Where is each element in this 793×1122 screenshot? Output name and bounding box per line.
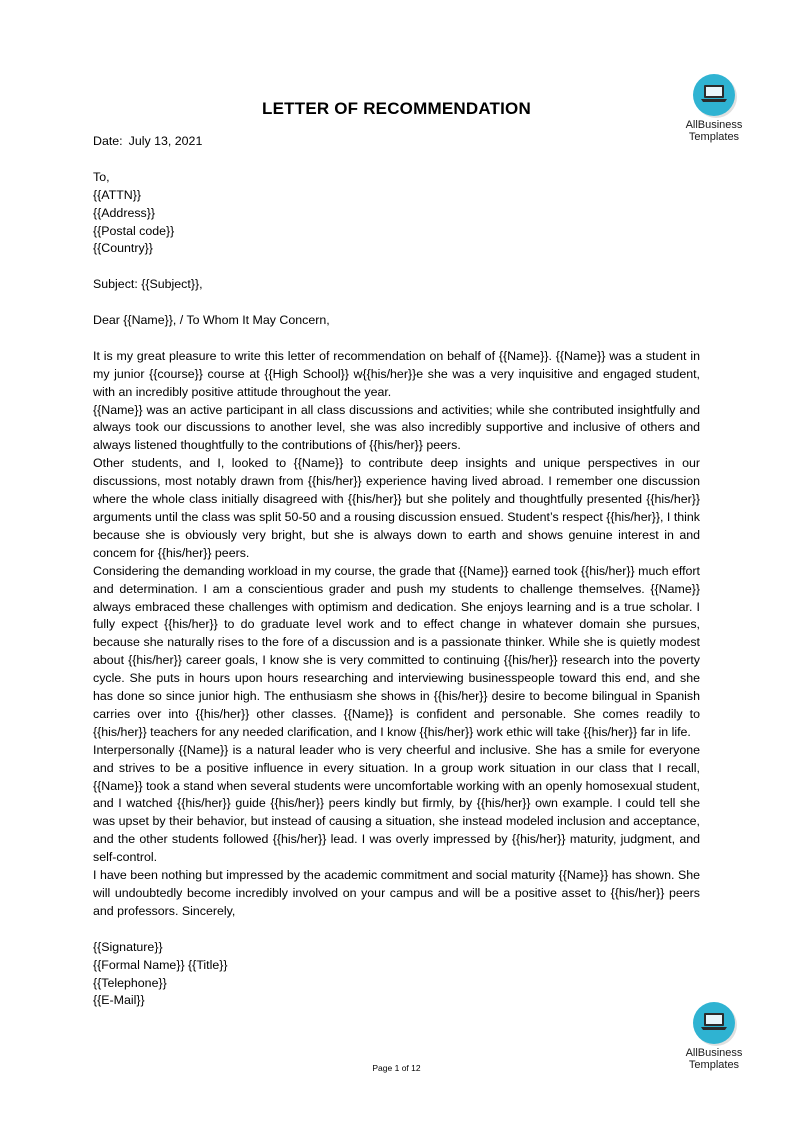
laptop-icon [701, 1012, 727, 1032]
logo-badge [693, 1002, 735, 1044]
signature-line: {{Signature}} [93, 939, 163, 954]
page-number: Page 1 of 12 [372, 1063, 421, 1073]
logo-text-line2: Templates [688, 131, 740, 143]
address-line-country: {{Country}} [93, 241, 153, 256]
salutation: Dear {{Name}}, / To Whom It May Concern, [93, 313, 330, 328]
letter-title: LETTER OF RECOMMENDATION [262, 99, 531, 118]
body-paragraph: Considering the demanding workload in my course, the grade that {{Name}} earned took {{his/her}} much effort and determination. I am a conscientious grader and push my students to challenge themselves. {{Name}} always embraced these challenges with optimism and dedication. She enjoys learning and is a true scholar. I fully expect {{his/her}} to do graduate level work and to effect change in whatever domain she pursues, because she naturally rises to the fore of a discussion and is a passionate thinker. While she is quietly modest about {{his/her}} career goals, I know she is very committed to continuing {{his/her}} research into the poverty cycle. She puts in hours upon hours researching and interviewing businesspeople toward this end, and she has done so since junior high. The enthusiasm she shows in {{his/her}} desire to become bilingual in Spanish carries over into {{his/her}} other classes. {{Name}} is confident and personable. She comes readily to {{his/her}} teachers for any needed clarification, and I know {{his/her}} work ethic will take {{his/her}} far in life. [93, 563, 700, 739]
date-label: Date: [93, 134, 123, 148]
telephone-line: {{Telephone}} [93, 975, 167, 990]
formal-name-title-line: {{Formal Name}} {{Title}} [93, 957, 228, 972]
logo-text-line2: Templates [688, 1059, 740, 1071]
body-paragraph: It is my great pleasure to write this letter of recommendation on behalf of {{Name}}. {{Name}} was a student in my junior {{course}} course at {{High School}} w{{his/her}}e she was a very inquisitive and engaged student, with an incredibly positive attitude throughout the year. [93, 348, 700, 399]
body-paragraph: I have been nothing but impressed by the academic commitment and social maturity {{Name}} has shown. She will undoubtedly become incredibly involved on your campus and will be a positive asset to {{his/her}} peers and professors. Sincerely, [93, 868, 700, 918]
date-value: July 13, 2021 [128, 134, 203, 148]
address-line-postal-code: {{Postal code}} [93, 223, 175, 238]
body-paragraph: {{Name}} was an active participant in all class discussions and activities; while she contributed insightfully and always took our discussions to another level, she was also incredibly supportive and inclusive of others and always listened thoughtfully to the contributions of {{his/her}} peers. [93, 402, 700, 453]
logo-text-line1: AllBusiness [685, 119, 743, 131]
address-line-attn: {{ATTN}} [93, 187, 141, 202]
address-line-address: {{Address}} [93, 205, 156, 220]
recipient-to: To, [93, 169, 110, 184]
letter-body [93, 133, 700, 1010]
body-paragraph: Other students, and I, looked to {{Name}} to contribute deep insights and unique perspectives in our discussions, most notably drawn from {{his/her}} experience having lived abroad. I remember one discussion where the whole class initially disagreed with {{his/her}} but she politely and thoughtfully presented {{his/her}} arguments until the class was split 50-50 and a rousing discussion ensued. Student’s respect {{his/her}}, I think because she is obviously very bright, but she is always down to earth and shows genuine interest in and concem for {{his/her}} peers. [93, 456, 700, 560]
date-line [93, 133, 700, 151]
allbusiness-templates-logo-footer [666, 1002, 762, 1071]
logo-text-line1: AllBusiness [685, 1047, 743, 1059]
subject-line: Subject: {{Subject}}, [93, 277, 203, 292]
body-paragraph: Interpersonally {{Name}} is a natural leader who is very cheerful and inclusive. She has a smile for everyone and strives to be a positive influence in every situation. In a group work situation in our class that I recall, {{Name}} took a stand when several students were uncomfortable working with an openly homosexual student, and I watched {{his/her}} guide {{his/her}} peers kindly but firmly, by {{his/her}} own example. I could tell she was upset by their behavior, but instead of causing a situation, she instead modeled inclusion and acceptance, and the other students followed {{his/her}} lead. I was overly impressed by {{his/her}} maturity, judgment, and self-control. [93, 742, 700, 865]
email-line: {{E-Mail}} [93, 993, 145, 1008]
